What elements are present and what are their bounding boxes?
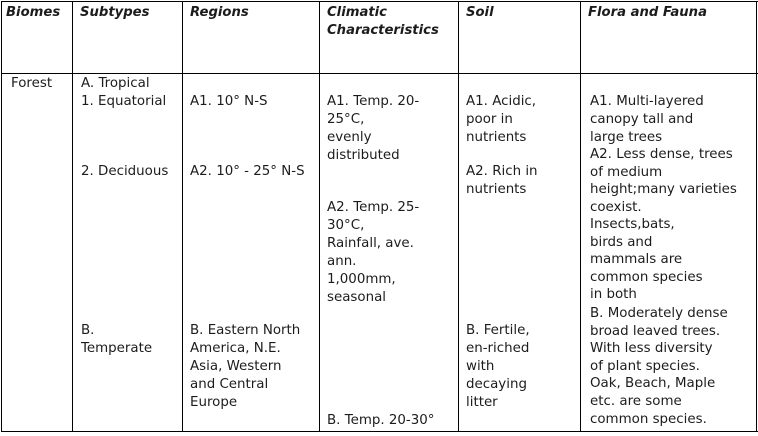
- table-border-top: [1, 1, 758, 2]
- cell-subtype-a: A. Tropical: [81, 76, 150, 91]
- cell-climate-b: B. Temp. 20-30°: [327, 413, 435, 428]
- column-divider: [319, 1, 320, 432]
- column-divider: [72, 1, 73, 432]
- header-regions: Regions: [190, 5, 249, 20]
- cell-region-b: B. Eastern North America, N.E. Asia, Western and Central Europe: [190, 323, 301, 410]
- cell-flora-a2: A2. Less dense, trees of medium height;many varieties coexist. Insects,bats, birds and mammals are common species in both: [590, 147, 737, 302]
- cell-region-a1: A1. 10° N-S: [190, 94, 268, 109]
- header-divider: [1, 73, 758, 74]
- cell-subtype-b: B. Temperate: [81, 323, 153, 356]
- cell-region-a2: A2. 10° - 25° N-S: [190, 164, 305, 179]
- column-divider: [1, 1, 2, 432]
- cell-flora-b: B. Moderately dense broad leaved trees. With less diversity of plant species. Oak, Beach, Maple etc. are some common species.: [590, 306, 728, 427]
- cell-soil-a2: A2. Rich in nutrients: [466, 164, 538, 197]
- column-divider: [458, 1, 459, 432]
- header-climatic-characteristics: Climatic Characteristics: [327, 5, 439, 38]
- cell-climate-a2: A2. Temp. 25- 30°C, Rainfall, ave. ann. 1,000mm, seasonal: [327, 200, 420, 305]
- cell-subtype-a2: 2. Deciduous: [81, 164, 169, 179]
- cell-soil-b: B. Fertile, en-riched with decaying litter: [466, 323, 530, 410]
- column-divider: [580, 1, 581, 432]
- cell-soil-a1: A1. Acidic, poor in nutrients: [466, 94, 537, 145]
- header-flora-and-fauna: Flora and Fauna: [588, 5, 707, 20]
- cell-biome: Forest: [11, 76, 53, 91]
- column-divider: [182, 1, 183, 432]
- header-soil: Soil: [466, 5, 494, 20]
- cell-subtype-a1: 1. Equatorial: [81, 94, 167, 109]
- cell-climate-a1: A1. Temp. 20- 25°C, evenly distributed: [327, 94, 420, 163]
- header-subtypes: Subtypes: [80, 5, 150, 20]
- header-biomes: Biomes: [6, 5, 61, 20]
- cell-flora-a1: A1. Multi-layered canopy tall and large trees: [590, 94, 704, 145]
- table-border-bottom: [1, 431, 758, 432]
- column-divider: [756, 1, 757, 432]
